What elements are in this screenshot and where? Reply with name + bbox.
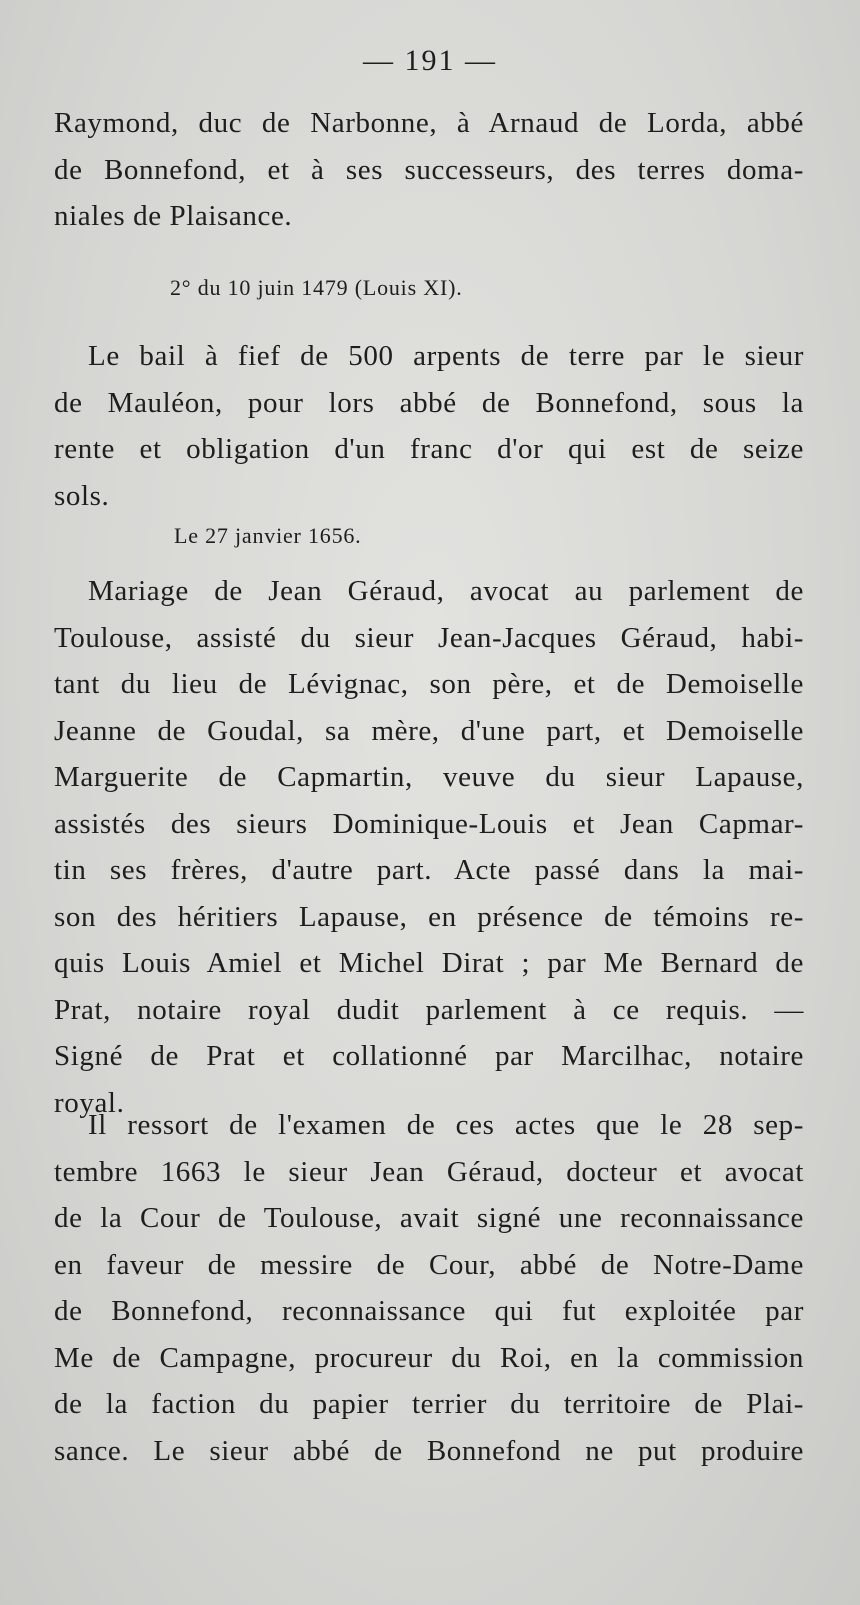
text-line: Jeanne de Goudal, sa mère, d'une part, et Demoiselle <box>54 714 804 747</box>
text-line: Me de Campagne, procureur du Roi, en la commission <box>54 1341 804 1374</box>
text-line: de la Cour de Toulouse, avait signé une reconnaissance <box>54 1202 804 1234</box>
text-line: de Mauléon, pour lors abbé de Bonnefond, sous la <box>54 386 804 419</box>
page-number: — 191 — <box>363 44 497 77</box>
text-line: quis Louis Amiel et Michel Dirat ; par Me Bernard de <box>54 947 804 979</box>
text-line: sols. <box>54 479 110 512</box>
text-line: son des héritiers Lapause, en présence de témoins re- <box>54 900 804 933</box>
text-line: tant du lieu de Lévignac, son père, et de Demoiselle <box>54 668 804 700</box>
text-line: Le bail à fief de 500 arpents de terre par le sieur <box>88 340 804 372</box>
text-line: assistés des sieurs Dominique-Louis et Jean Capmar- <box>54 807 804 840</box>
text-line: de Bonnefond, reconnaissance qui fut exploitée par <box>54 1295 804 1327</box>
text-line: Mariage de Jean Géraud, avocat au parlement de <box>88 575 804 607</box>
text-line: Prat, notaire royal dudit parlement à ce requis. — <box>54 993 804 1026</box>
text-line: Toulouse, assisté du sieur Jean-Jacques Géraud, habi- <box>54 621 804 654</box>
text-line: rente et obligation d'un franc d'or qui est de seize <box>54 433 804 465</box>
text-line: Il ressort de l'examen de ces actes que le 28 sep- <box>88 1109 804 1141</box>
text-line: Signé de Prat et collationné par Marcilhac, notaire <box>54 1040 804 1072</box>
text-line: Marguerite de Capmartin, veuve du sieur Lapause, <box>54 761 804 793</box>
section-heading-2: 2° du 10 juin 1479 (Louis XI). <box>170 275 463 300</box>
section-heading-3: Le 27 janvier 1656. <box>174 523 362 548</box>
text-line: tin ses frères, d'autre part. Acte passé dans la mai- <box>54 854 804 886</box>
paragraph-4 <box>54 1102 804 1474</box>
text-line: sance. Le sieur abbé de Bonnefond ne put produire <box>54 1434 804 1467</box>
paragraph-1 <box>54 100 804 240</box>
text-line: de la faction du papier terrier du territoire de Plai- <box>54 1388 804 1420</box>
text-line: tembre 1663 le sieur Jean Géraud, docteur et avocat <box>54 1155 804 1188</box>
paragraph-2 <box>54 333 804 519</box>
text-line: royal. <box>54 1086 125 1119</box>
text-line: Raymond, duc de Narbonne, à Arnaud de Lorda, abbé <box>54 107 804 139</box>
text-line: en faveur de messire de Cour, abbé de Notre-Dame <box>54 1248 804 1281</box>
paragraph-3 <box>54 568 804 1126</box>
text-line: niales de Plaisance. <box>54 200 293 232</box>
text-line: de Bonnefond, et à ses successeurs, des terres doma- <box>54 153 804 186</box>
